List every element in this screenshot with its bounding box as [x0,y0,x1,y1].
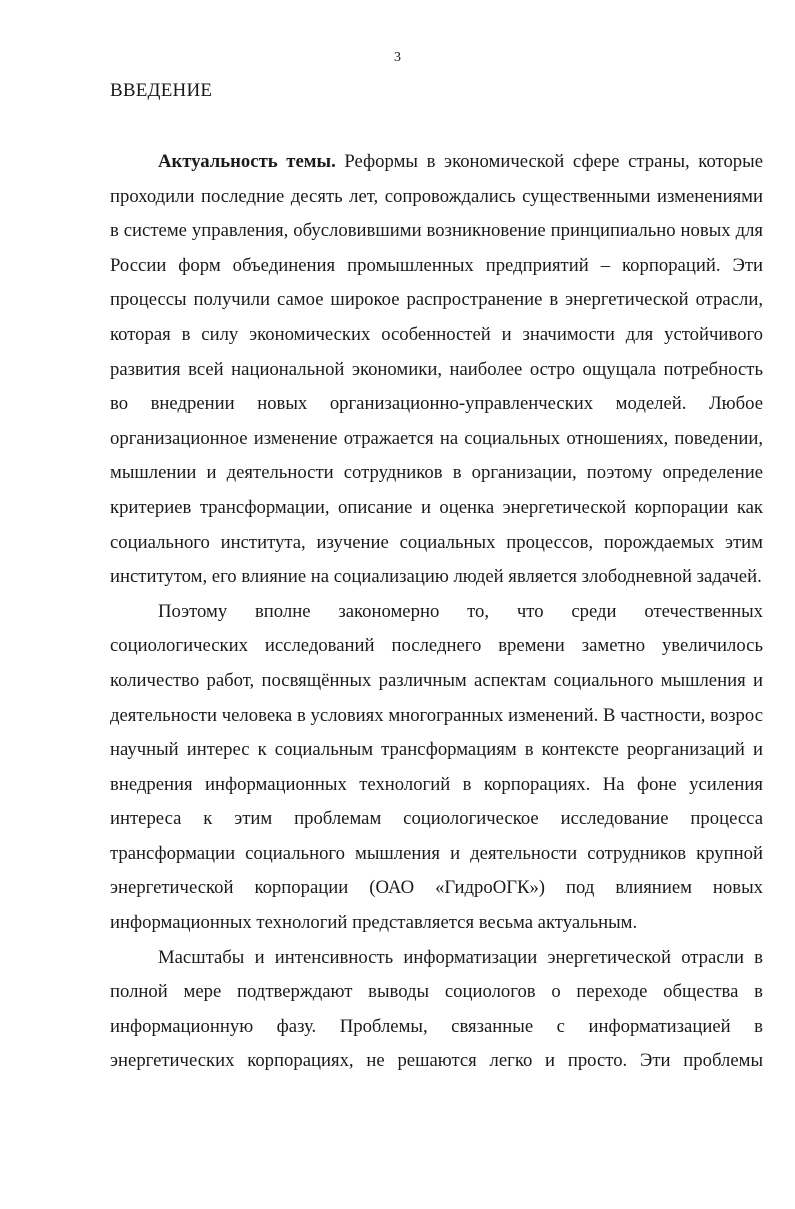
page-number: 3 [394,50,401,65]
paragraph-research-context: Поэтому вполне закономерно то, что среди отечественных социологических исследований последнего времени заметно увеличилось количество работ, посвящённых различным аспектам социального мышления и деятельности человека в условиях многогранных изменений. В частности, возрос научный интерес к социальным трансформациям в контексте реорганизаций и внедрения информационных технологий в корпорациях. На фоне усиления интереса к этим проблемам социологическое исследование процесса трансформации социального мышления и деятельности сотрудников крупной энергетической корпорации (ОАО «ГидроОГК») под влиянием новых информационных технологий представляется весьма актуальным. [110,600,763,934]
paragraph-informatization: Масштабы и интенсивность информатизации энергетической отрасли в полной мере подтверждают выводы социологов о переходе общества в информационную фазу. Проблемы, связанные с информатизацией в энергетических корпорациях, не решаются легко и просто. Эти проблемы [110,946,763,1072]
body-text [110,145,763,1079]
paragraph-relevance [110,145,763,595]
paragraph-lead: Актуальность темы. [158,151,336,172]
section-heading: ВВЕДЕНИЕ [110,80,213,101]
paragraph-text: Реформы в экономической сфере страны, которые проходили последние десять лет, сопровождались существенными изменениями в системе управления, обусловившими возникновение принципиально новых для России форм объединения промышленных предприятий – корпораций. Эти процессы получили самое широкое распространение в энергетической отрасли, которая в силу экономических особенностей и значимости для устойчивого развития всей национальной экономики, наиболее остро ощущала потребность во внедрении новых организационно-управленческих моделей. Любое организационное изменение отражается на социальных отношениях, поведении, мышлении и деятельности сотрудников в организации, поэтому определение критериев трансформации, описание и оценка энергетической корпорации как социального института, изучение социальных процессов, порождаемых этим институтом, его влияние на социализацию людей является злободневной задачей. [110,151,763,588]
